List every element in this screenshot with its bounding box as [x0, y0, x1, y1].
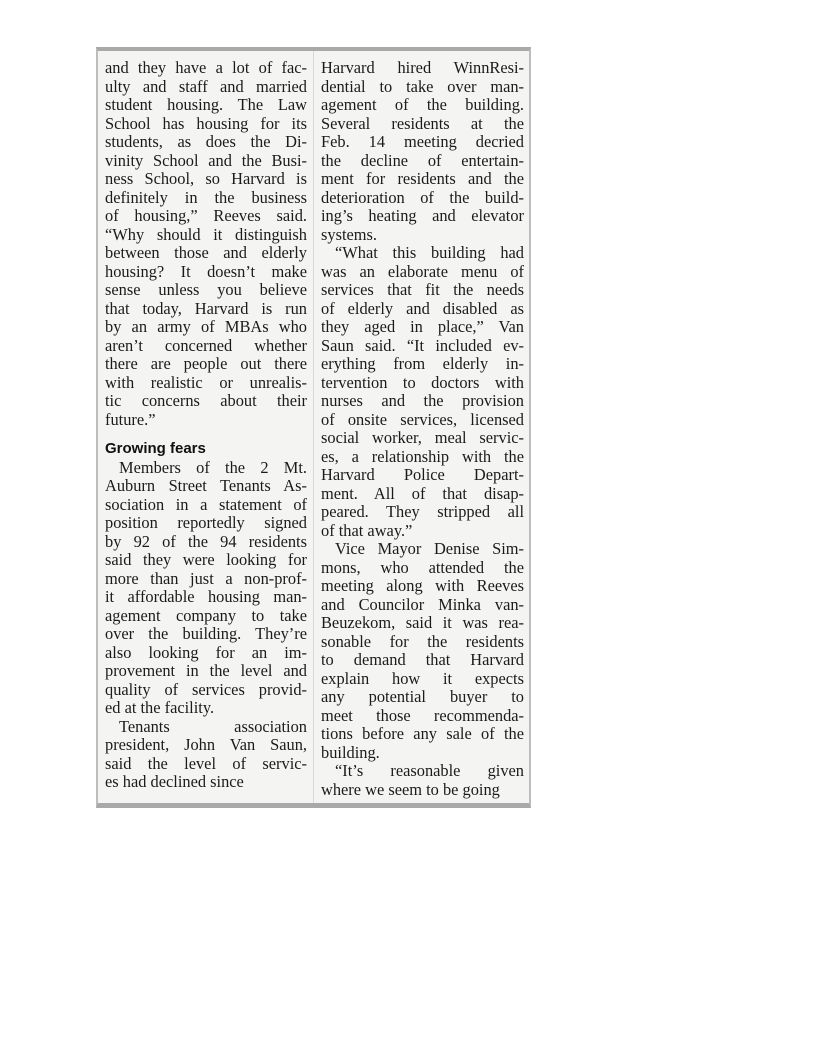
text-line: ing’s heating and elevator	[321, 207, 524, 225]
text-line: deterioration of the build-	[321, 188, 524, 207]
text-line: Harvard Police Depart-	[321, 466, 524, 484]
text-line: “It’s reasonable given	[335, 762, 524, 780]
text-line: nurses and the provision	[321, 392, 524, 410]
text-line: by an army of MBAs who	[105, 318, 307, 336]
text-line: Tenants association	[119, 717, 307, 736]
text-line: the decline of entertain-	[321, 151, 524, 170]
text-line: vinity School and the Busi-	[105, 151, 307, 170]
text-line: by 92 of the 94 residents	[105, 532, 307, 551]
text-line: and Councilor Minka van-	[321, 595, 524, 614]
text-line: to demand that Harvard	[321, 651, 524, 669]
text-line: where we seem to be going	[321, 780, 500, 799]
text-line: agement company to take	[105, 606, 307, 625]
text-line: “What this building had	[335, 244, 524, 262]
text-line: said they were looking for	[105, 551, 307, 569]
text-line: student housing. The Law	[105, 96, 307, 114]
text-line: es had declined since	[105, 773, 244, 791]
right-column-paragraphs	[321, 59, 524, 799]
text-line: quality of services provid-	[105, 680, 307, 699]
text-line: peared. They stripped all	[321, 503, 524, 521]
text-line: aren’t concerned whether	[105, 336, 307, 355]
text-line: any potential buyer to	[321, 688, 524, 706]
text-line: of onsite services, licensed	[321, 410, 524, 429]
text-line: of housing,” Reeves said.	[105, 207, 307, 225]
newspaper-clipping	[96, 47, 531, 808]
text-line: ment for residents and the	[321, 170, 524, 188]
text-line: ulty and staff and married	[105, 77, 307, 96]
subhead-growing-fears: Growing fears	[105, 440, 206, 457]
text-line: with realistic or unrealis-	[105, 373, 307, 392]
text-line: president, John Van Saun,	[105, 736, 307, 754]
text-line: students, as does the Di-	[105, 133, 307, 151]
text-line: tions before any sale of the	[321, 725, 524, 743]
text-line: Harvard hired WinnResi-	[321, 59, 524, 77]
text-line: ment. All of that disap-	[321, 484, 524, 503]
text-line: explain how it expects	[321, 669, 524, 688]
text-line: sonable for the residents	[321, 632, 524, 651]
text-line: “Why should it distinguish	[105, 225, 307, 244]
text-line: Several residents at the	[321, 114, 524, 133]
text-line: School has housing for its	[105, 114, 307, 133]
text-line: it affordable housing man-	[105, 588, 307, 606]
text-line: and they have a lot of fac-	[105, 59, 307, 77]
text-line: Saun said. “It included ev-	[321, 336, 524, 355]
column-divider	[313, 51, 314, 803]
text-line: Auburn Street Tenants As-	[105, 477, 307, 495]
text-line: over the building. They’re	[105, 625, 307, 643]
text-line: between those and elderly	[105, 244, 307, 262]
text-line: tic concerns about their	[105, 392, 307, 410]
text-line: mons, who attended the	[321, 558, 524, 577]
text-line: building.	[321, 743, 380, 762]
text-line: es, a relationship with the	[321, 447, 524, 466]
text-line: meet those recommenda-	[321, 706, 524, 725]
text-line: social worker, meal servic-	[321, 429, 524, 447]
text-line: ness School, so Harvard is	[105, 170, 307, 188]
text-line: Members of the 2 Mt.	[119, 458, 307, 477]
text-line: of that away.”	[321, 521, 413, 540]
text-line: Vice Mayor Denise Sim-	[335, 540, 524, 558]
text-line: was an elaborate menu of	[321, 262, 524, 281]
text-line: services that fit the needs	[321, 281, 524, 299]
text-line: definitely in the business	[105, 188, 307, 207]
right-column	[321, 59, 524, 799]
text-line: future.”	[105, 410, 156, 429]
text-line: erything from elderly in-	[321, 355, 524, 373]
text-line: they aged in place,” Van	[321, 318, 524, 336]
text-line: agement of the building.	[321, 96, 524, 114]
text-line: provement in the level and	[105, 662, 307, 680]
left-column-paragraphs	[105, 59, 307, 429]
text-line: Feb. 14 meeting decried	[321, 133, 524, 151]
text-line: housing? It doesn’t make	[105, 262, 307, 281]
text-line: dential to take over man-	[321, 77, 524, 96]
text-line: sociation in a statement of	[105, 495, 307, 514]
text-line: also looking for an im-	[105, 643, 307, 662]
text-line: sense unless you believe	[105, 281, 307, 299]
left-column	[105, 59, 307, 792]
text-line: systems.	[321, 225, 378, 244]
text-line: there are people out there	[105, 355, 307, 373]
text-line: meeting along with Reeves	[321, 577, 524, 595]
left-column-paragraphs-continued	[105, 459, 307, 792]
text-line: Beuzekom, said it was rea-	[321, 614, 524, 632]
text-line: position reportedly signed	[105, 514, 307, 532]
text-line: of elderly and disabled as	[321, 299, 524, 318]
text-line: that today, Harvard is run	[105, 299, 307, 318]
text-line: ed at the facility.	[105, 699, 215, 717]
text-line: said the level of servic-	[105, 754, 307, 773]
text-line: more than just a non-prof-	[105, 569, 307, 588]
text-line: tervention to doctors with	[321, 373, 524, 392]
